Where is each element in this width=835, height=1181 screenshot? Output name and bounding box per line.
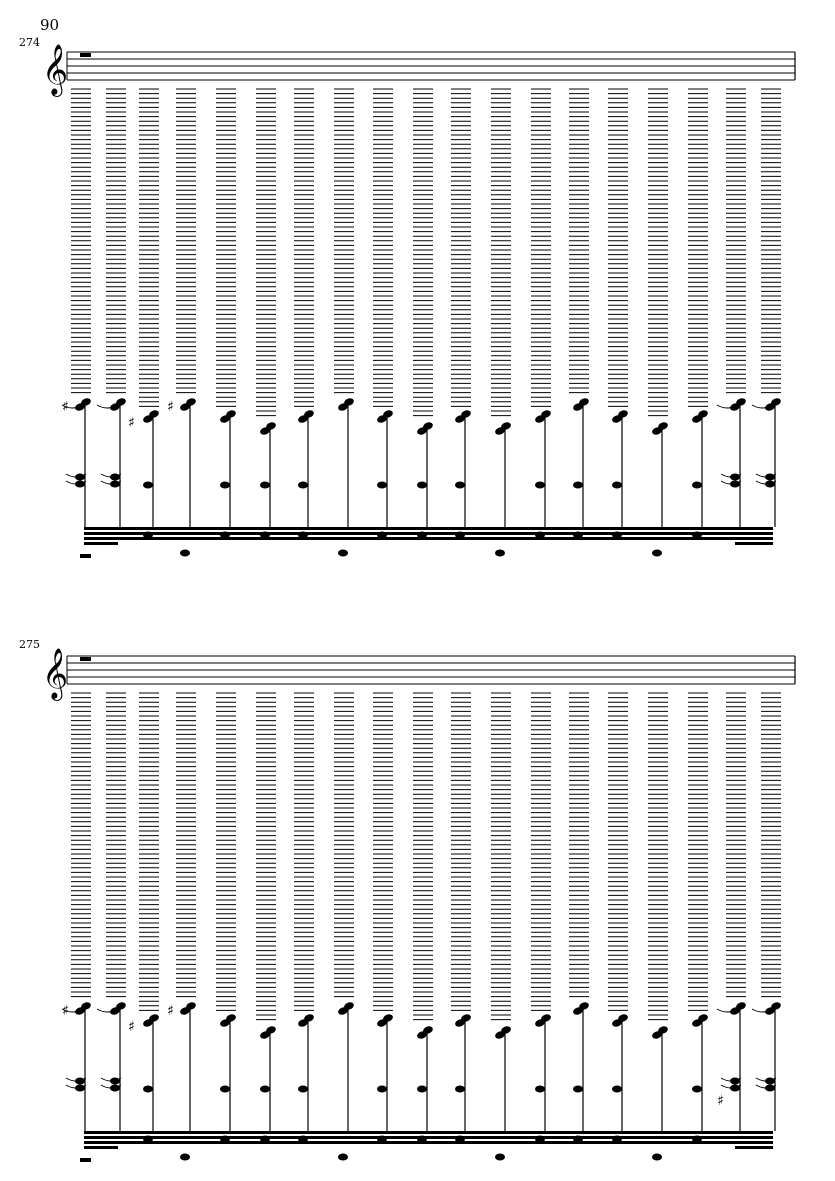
chord (216, 89, 237, 539)
notehead (298, 482, 308, 489)
beam (84, 537, 773, 540)
chord (167, 89, 197, 557)
notehead (260, 1086, 270, 1093)
notehead (143, 1086, 153, 1093)
chord (531, 693, 552, 1143)
sharp-icon: ♯ (62, 1003, 69, 1019)
chord (97, 693, 127, 1131)
chord (413, 89, 434, 539)
notehead (180, 550, 190, 557)
sharp-icon: ♯ (128, 1019, 135, 1035)
beam (735, 1146, 773, 1149)
treble-clef-icon: 𝄞 (42, 44, 69, 95)
chord (413, 693, 434, 1143)
chord (648, 693, 669, 1161)
notehead (652, 550, 662, 557)
chord (688, 89, 709, 539)
beam (84, 527, 773, 530)
notehead (652, 1154, 662, 1161)
chord (62, 89, 92, 527)
chord (531, 89, 552, 539)
chord (256, 693, 277, 1143)
system-275 (42, 648, 795, 1162)
chord (491, 89, 512, 557)
chord (294, 89, 315, 539)
sharp-icon: ♯ (717, 1093, 724, 1109)
chord (334, 693, 355, 1161)
chord (373, 693, 394, 1143)
notehead (143, 482, 153, 489)
notehead (377, 482, 387, 489)
page-number: 90 (40, 16, 60, 34)
chord (62, 693, 92, 1131)
chord (451, 89, 472, 539)
beam (735, 542, 773, 545)
notehead (417, 482, 427, 489)
notehead (535, 1086, 545, 1093)
treble-clef-icon: 𝄞 (42, 648, 69, 699)
chord (167, 693, 197, 1161)
notehead (338, 1154, 348, 1161)
sharp-icon: ♯ (128, 415, 135, 431)
notehead (260, 482, 270, 489)
notehead (417, 1086, 427, 1093)
notehead (573, 1086, 583, 1093)
chord (256, 89, 277, 539)
chord (752, 89, 782, 527)
notehead (298, 1086, 308, 1093)
beam (84, 532, 773, 535)
chord (491, 693, 512, 1161)
notehead (612, 482, 622, 489)
notehead (692, 482, 702, 489)
sharp-icon: ♯ (167, 1003, 174, 1019)
chord (451, 693, 472, 1143)
notehead (220, 1086, 230, 1093)
measure-number-274: 274 (19, 36, 40, 49)
notehead (495, 550, 505, 557)
notehead (455, 1086, 465, 1093)
sharp-icon: ♯ (62, 399, 69, 415)
chord (608, 89, 629, 539)
chord (334, 89, 355, 557)
chord (648, 89, 669, 557)
notehead (220, 482, 230, 489)
chord (608, 693, 629, 1143)
notehead (495, 1154, 505, 1161)
beam (84, 1131, 773, 1134)
chord (717, 89, 747, 527)
notehead (692, 1086, 702, 1093)
notehead (338, 550, 348, 557)
notehead (573, 482, 583, 489)
chord (717, 693, 747, 1131)
chord (128, 89, 160, 539)
notehead (535, 482, 545, 489)
chord (216, 693, 237, 1143)
notehead (455, 482, 465, 489)
measure-number-275: 275 (19, 638, 40, 651)
chord (294, 693, 315, 1143)
beam (84, 1146, 118, 1149)
chord (569, 693, 590, 1143)
notehead (612, 1086, 622, 1093)
whole-rest-icon (80, 1158, 91, 1162)
chord (128, 693, 160, 1143)
beam (84, 542, 118, 545)
notehead (180, 1154, 190, 1161)
system-274 (42, 44, 795, 558)
chord (569, 89, 590, 539)
notehead (377, 1086, 387, 1093)
beam (84, 1136, 773, 1139)
sharp-icon: ♯ (167, 399, 174, 415)
chord (688, 693, 709, 1143)
beam (84, 1141, 773, 1144)
whole-rest-icon (80, 53, 91, 57)
chord (373, 89, 394, 539)
chord (752, 693, 782, 1131)
whole-rest-icon (80, 657, 91, 661)
chord (97, 89, 127, 527)
whole-rest-icon (80, 554, 91, 558)
